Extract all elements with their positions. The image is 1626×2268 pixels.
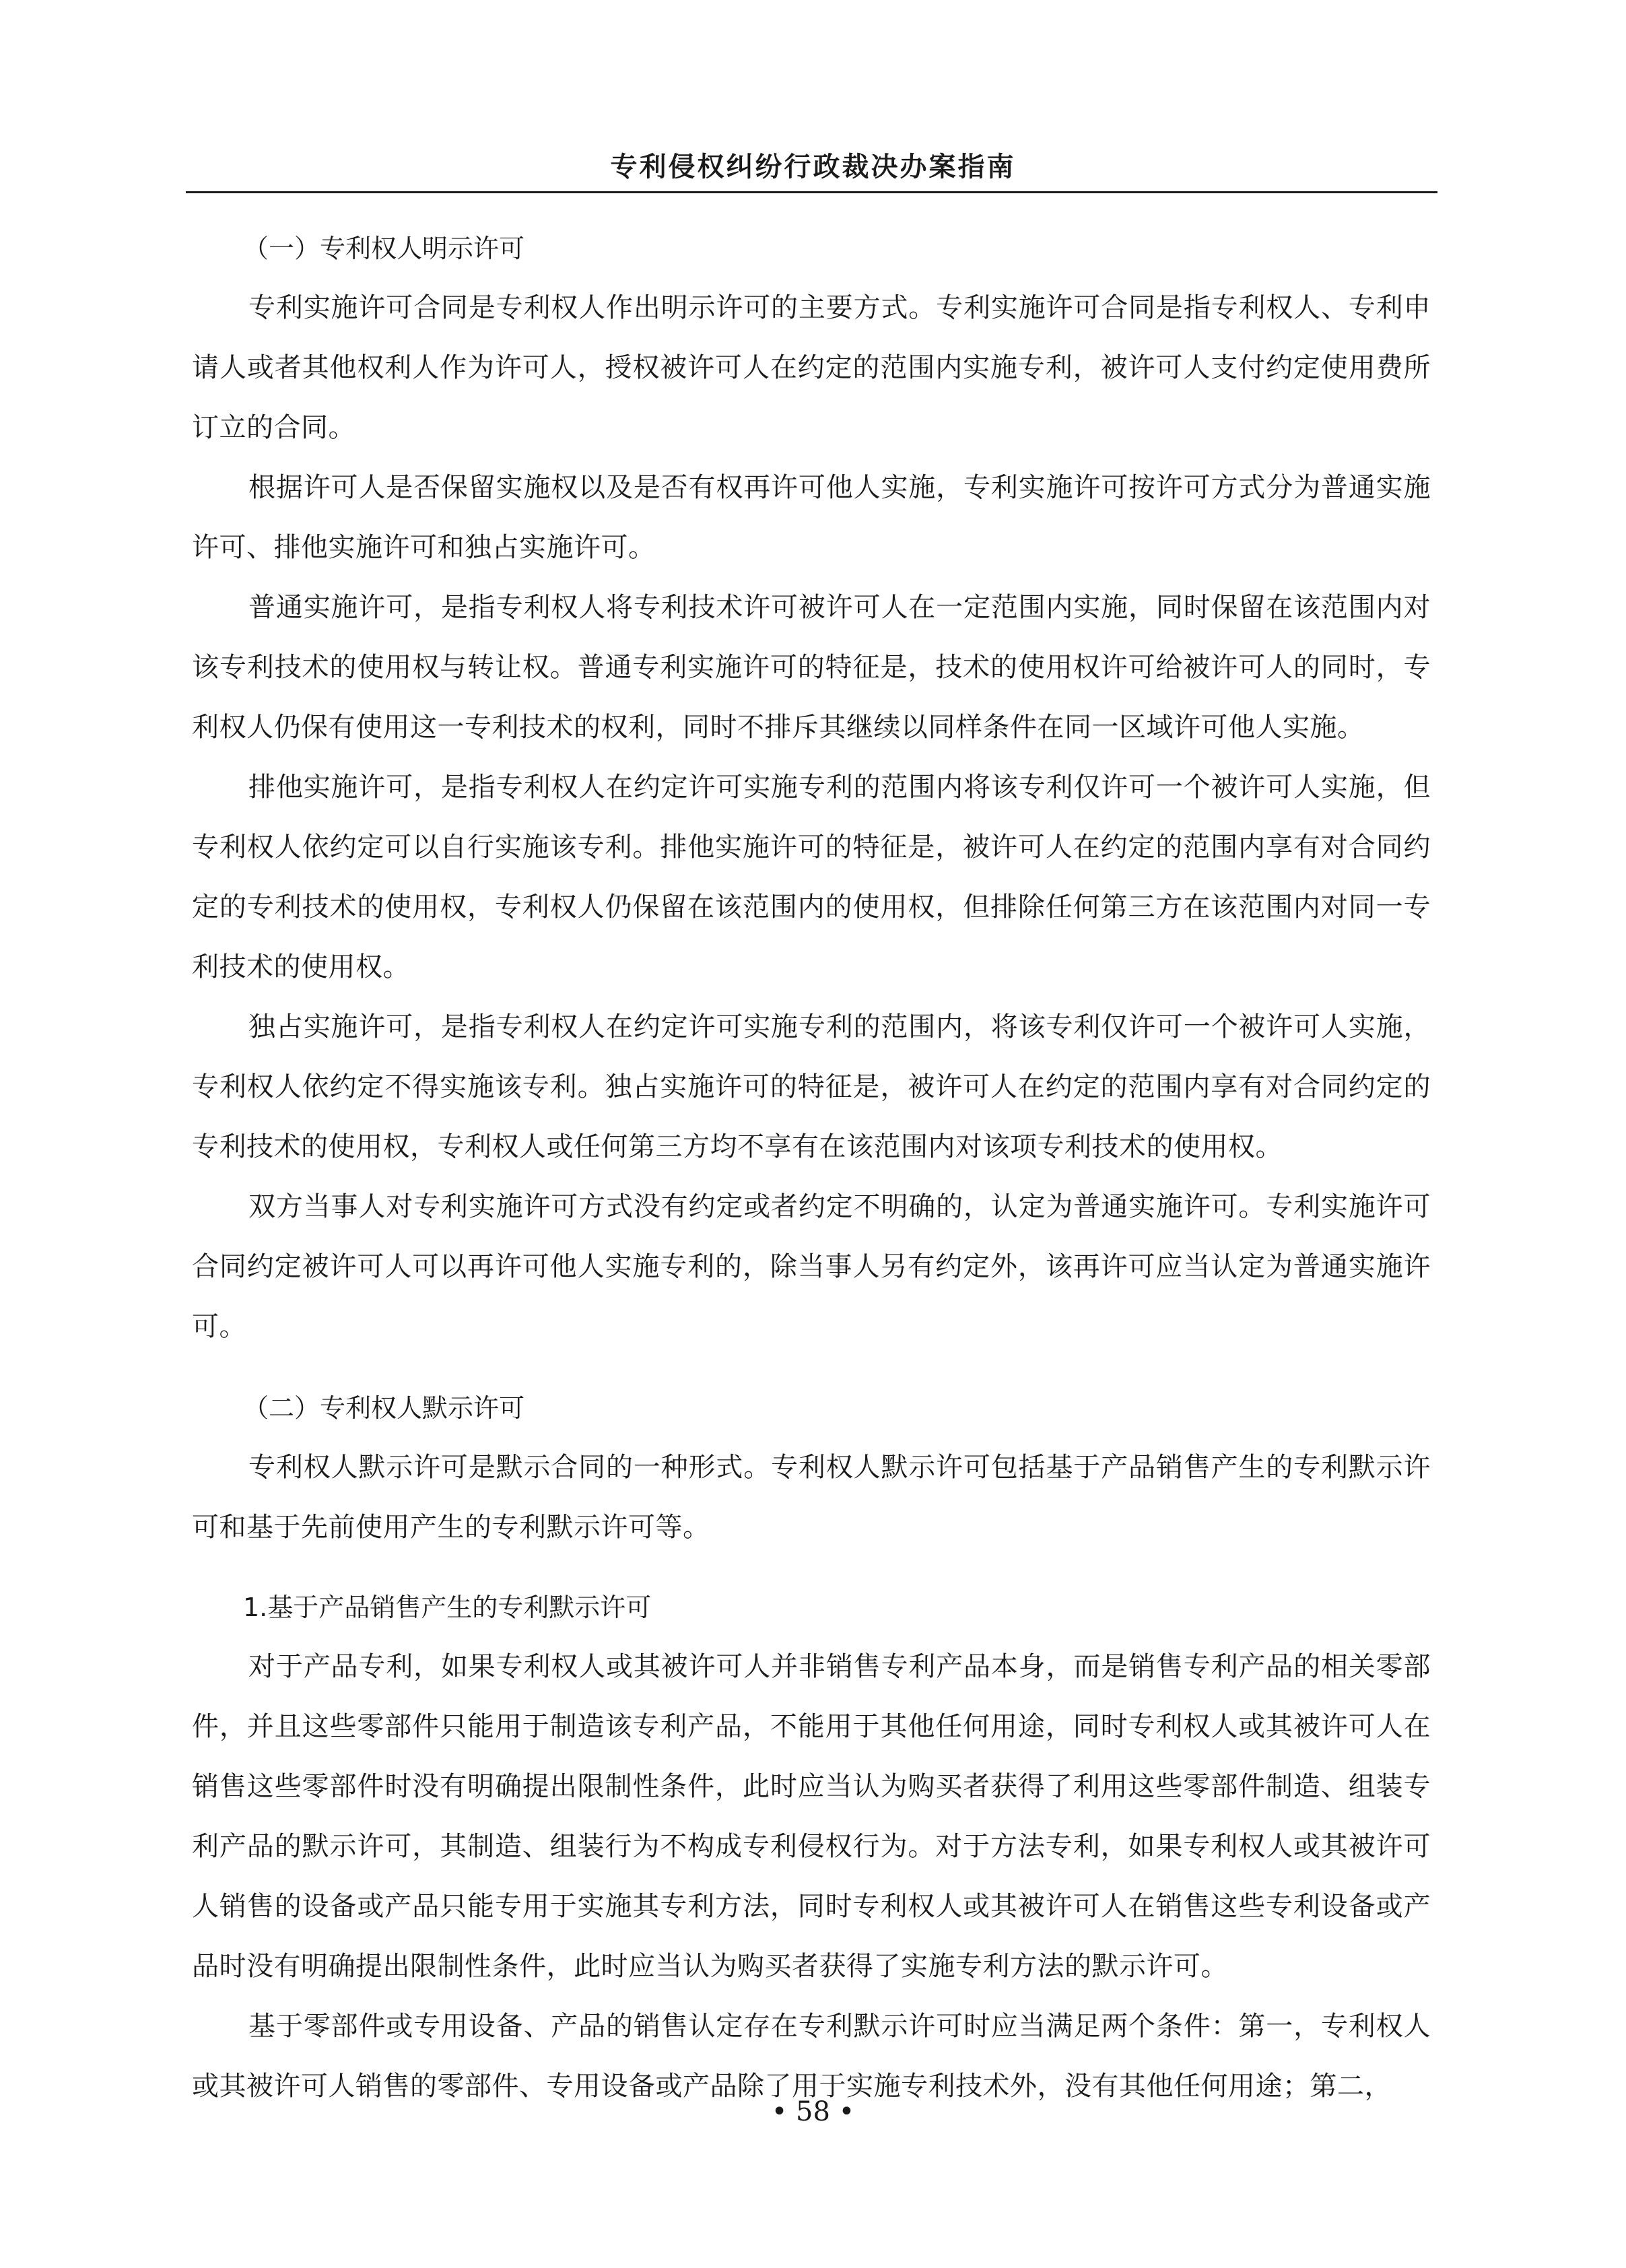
paragraph: 专利权人默示许可是默示合同的一种形式。专利权人默示许可包括基于产品销售产生的专利默示许可和基于先前使用产生的专利默示许可等。 <box>192 1452 1431 1543</box>
section-spacer <box>192 1357 1431 1378</box>
paragraph: 专利实施许可合同是专利权人作出明示许可的主要方式。专利实施许可合同是指专利权人、专利申请人或者其他权利人作为许可人，授权被许可人在约定的范围内实施专利，被许可人支付约定使用费所订立的合同。 <box>192 292 1431 443</box>
paragraph: 普通实施许可，是指专利权人将专利技术许可被许可人在一定范围内实施，同时保留在该范围内对该专利技术的使用权与转让权。普通专利实施许可的特征是，技术的使用权许可给被许可人的同时，专利权人仍保有使用这一专利技术的权利，同时不排斥其继续以同样条件在同一区域许可他人实施。 <box>192 592 1431 743</box>
paragraph: 基于零部件或专用设备、产品的销售认定存在专利默示许可时应当满足两个条件：第一，专利权人或其被许可人销售的零部件、专用设备或产品除了用于实施专利技术外，没有其他任何用途；第二， <box>192 2011 1431 2102</box>
subsection-heading-product-sale: 1.基于产品销售产生的专利默示许可 <box>243 1593 652 1622</box>
section-heading-express-license: （一）专利权人明示许可 <box>243 234 525 263</box>
paragraph: 独占实施许可，是指专利权人在约定许可实施专利的范围内，将该专利仅许可一个被许可人实施，专利权人依约定不得实施该专利。独占实施许可的特征是，被许可人在约定的范围内享有对合同约定的专利技术的使用权，专利权人或任何第三方均不享有在该范围内对该项专利技术的使用权。 <box>192 1011 1431 1162</box>
section-heading-implied-license: （二）专利权人默示许可 <box>243 1393 525 1423</box>
paragraph: 对于产品专利，如果专利权人或其被许可人并非销售专利产品本身，而是销售专利产品的相关零部件，并且这些零部件只能用于制造该专利产品，不能用于其他任何用途，同时专利权人或其被许可人在销售这些零部件时没有明确提出限制性条件，此时应当认为购买者获得了利用这些零部件制造、组装专利产品的默示许可，其制造、组装行为不构成专利侵权行为。对于方法专利，如果专利权人或其被许可人销售的设备或产品只能专用于实施其专利方法，同时专利权人或其被许可人在销售这些专利设备或产品时没有明确提出限制性条件，此时应当认为购买者获得了实施专利方法的默示许可。 <box>192 1651 1431 1982</box>
header-divider <box>186 191 1437 193</box>
paragraph: 排他实施许可，是指专利权人在约定许可实施专利的范围内将该专利仅许可一个被许可人实施，但专利权人依约定可以自行实施该专利。排他实施许可的特征是，被许可人在约定的范围内享有对合同约定的专利技术的使用权，专利权人仍保留在该范围内的使用权，但排除任何第三方在该范围内对同一专利技术的使用权。 <box>192 772 1431 982</box>
section-spacer <box>192 1558 1431 1578</box>
paragraph: 双方当事人对专利实施许可方式没有约定或者约定不明确的，认定为普通实施许可。专利实施许可合同约定被许可人可以再许可他人实施专利的，除当事人另有约定外，该再许可应当认定为普通实施许可。 <box>192 1191 1431 1342</box>
page-body <box>192 219 1431 2116</box>
page-number: • 58 • <box>771 2096 855 2127</box>
paragraph: 根据许可人是否保留实施权以及是否有权再许可他人实施，专利实施许可按许可方式分为普通实施许可、排他实施许可和独占实施许可。 <box>192 472 1431 563</box>
running-header-title: 专利侵权纠纷行政裁决办案指南 <box>610 151 1016 182</box>
